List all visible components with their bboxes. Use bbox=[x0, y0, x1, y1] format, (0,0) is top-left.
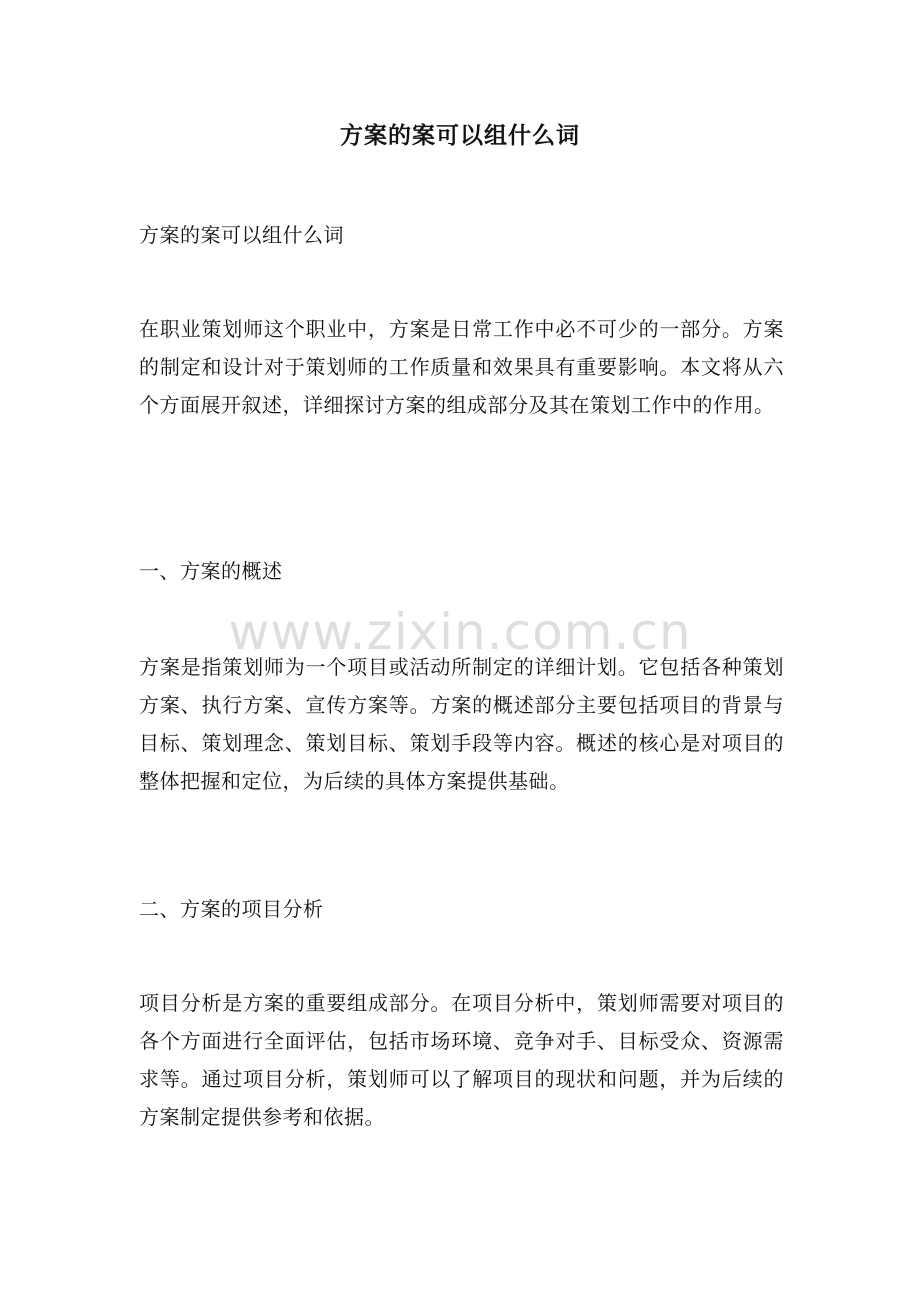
document-title: 方案的案可以组什么词 bbox=[340, 122, 580, 149]
intro-paragraph: 在职业策划师这个职业中，方案是日常工作中必不可少的一部分。方案的制定和设计对于策划师的工作质量和效果具有重要影响。本文将从六个方面展开叙述，详细探讨方案的组成部分及其在策划工作中的作用。 bbox=[139, 317, 784, 417]
section-heading-overview: 一、方案的概述 bbox=[139, 559, 283, 583]
section-heading-project-analysis: 二、方案的项目分析 bbox=[139, 897, 324, 921]
document-subtitle: 方案的案可以组什么词 bbox=[139, 223, 344, 247]
watermark-text: www.zixin.com.cn bbox=[228, 603, 692, 661]
section-body-overview: 方案是指策划师为一个项目或活动所制定的详细计划。它包括各种策划方案、执行方案、宣传方案等。方案的概述部分主要包括项目的背景与目标、策划理念、策划目标、策划手段等内容。概述的核心是对项目的整体把握和定位，为后续的具体方案提供基础。 bbox=[139, 655, 784, 793]
section-body-project-analysis: 项目分析是方案的重要组成部分。在项目分析中，策划师需要对项目的各个方面进行全面评估，包括市场环境、竞争对手、目标受众、资源需求等。通过项目分析，策划师可以了解项目的现状和问题，并为后续的方案制定提供参考和依据。 bbox=[139, 991, 784, 1129]
